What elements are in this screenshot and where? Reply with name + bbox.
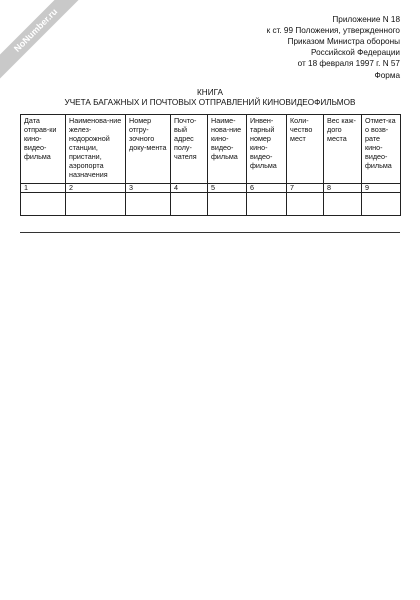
table-cell <box>208 193 247 216</box>
column-number: 6 <box>247 184 287 193</box>
form-label: Форма <box>374 71 400 80</box>
column-header: Коли-чество мест <box>287 115 324 184</box>
divider <box>20 232 400 233</box>
header-line: к ст. 99 Положения, утвержденного <box>266 26 400 35</box>
table-header-row <box>21 115 401 184</box>
column-header: Наиме-нова-ние кино-видео-фильма <box>208 115 247 184</box>
table-cell <box>126 193 171 216</box>
table-cell <box>287 193 324 216</box>
column-number: 2 <box>66 184 126 193</box>
column-header: Инвен-тарный номер кино-видео-фильма <box>247 115 287 184</box>
column-header: Отмет-ка о возв-рате кино-видео-фильма <box>362 115 401 184</box>
title-line-2: УЧЕТА БАГАЖНЫХ И ПОЧТОВЫХ ОТПРАВЛЕНИЙ КИНОВИДЕОФИЛЬМОВ <box>64 98 356 107</box>
column-number: 5 <box>208 184 247 193</box>
column-header: Дата отправ-ки кино-видео-фильма <box>21 115 66 184</box>
column-header: Номер отгру-зочного доку-мента <box>126 115 171 184</box>
column-number: 3 <box>126 184 171 193</box>
appendix-header <box>267 14 400 69</box>
column-number: 1 <box>21 184 66 193</box>
column-number-row <box>21 184 401 193</box>
column-number: 4 <box>171 184 208 193</box>
watermark-ribbon: NoNumber.ru <box>0 0 92 86</box>
table-cell <box>21 193 66 216</box>
header-line: Российской Федерации <box>310 48 400 57</box>
column-header: Почто-вый адрес полу-чателя <box>171 115 208 184</box>
header-line: Приложение N 18 <box>332 15 400 24</box>
table-cell <box>362 193 401 216</box>
document-title <box>0 88 420 108</box>
header-line: Приказом Министра обороны <box>287 37 400 46</box>
table-cell <box>171 193 208 216</box>
column-number: 8 <box>324 184 362 193</box>
register-table <box>20 114 401 216</box>
column-number: 7 <box>287 184 324 193</box>
table-row <box>21 193 401 216</box>
table-cell <box>66 193 126 216</box>
column-header: Наименова-ние желез-нодорожной станции, пристани, аэропорта назначения <box>66 115 126 184</box>
column-number: 9 <box>362 184 401 193</box>
title-line-1: КНИГА <box>197 88 223 97</box>
header-line: от 18 февраля 1997 г. N 57 <box>297 59 400 68</box>
table-cell <box>247 193 287 216</box>
column-header: Вес каж-дого места <box>324 115 362 184</box>
table-cell <box>324 193 362 216</box>
